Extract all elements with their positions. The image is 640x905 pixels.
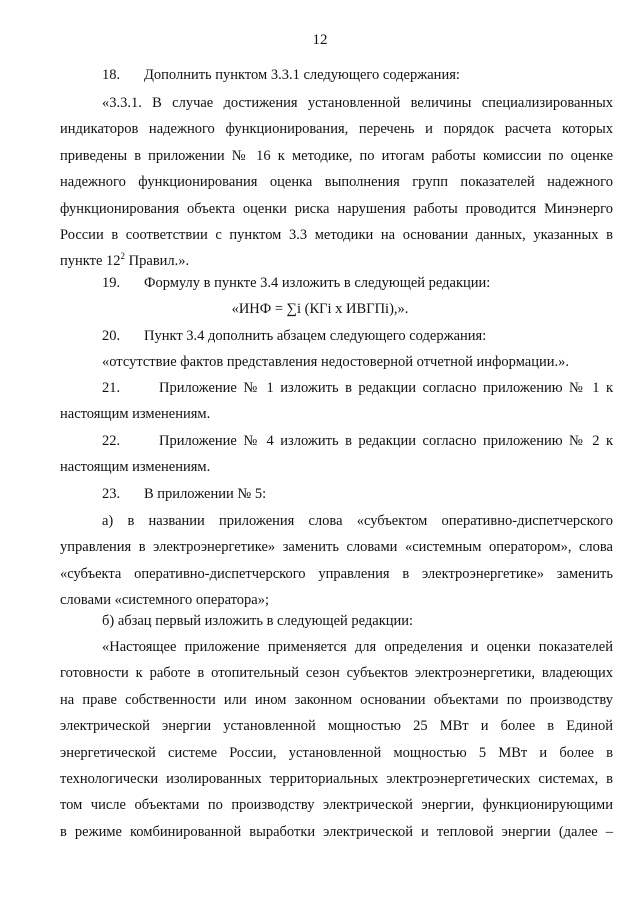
item-number: 19. (102, 275, 121, 291)
paragraph-quote (60, 634, 613, 845)
text-line: настоящим изменениям. (60, 406, 211, 423)
item-text: Дополнить пунктом 3.3.1 следующего содержания: (144, 67, 460, 83)
item-number: 23. (102, 486, 121, 502)
text-line: функционирования объекта оценки риска нарушения работы проводится Минэнерго (60, 200, 613, 217)
paragraph-item-20-quote (60, 349, 613, 375)
text-line: энергетической системе России, установленной мощностью 5 МВт и более в (60, 744, 613, 761)
text-line: в режиме комбинированной выработки электрической и тепловой энергии (далее – (60, 823, 613, 840)
text-line: надежного функционирования оценка выполнения групп показателей надежного (60, 174, 613, 191)
text-line: индикаторов надежного функционирования, перечень и порядок расчета которых (60, 121, 613, 138)
text-line: «Настоящее приложение применяется для определения и оценки показателей (102, 639, 613, 655)
text-line: технологически изолированных территориальных электроэнергетических системах, в (60, 771, 613, 788)
item-number: 18. (102, 67, 121, 83)
text-line: 21. Приложение № 1 изложить в редакции согласно приложению № 1 к (102, 380, 613, 396)
text-line: на праве собственности или ином законном основании объектами по производству (60, 691, 613, 708)
text-line: «субъекта оперативно-диспетчерского управления в электроэнергетике» заменить (60, 565, 613, 582)
text-line: том числе объектами по производству электрической энергии, функционирующими (60, 797, 613, 814)
item-20 (102, 323, 486, 349)
text-line: управления в электроэнергетике» заменить словами «системным оператором», слова (60, 539, 613, 556)
text-line: б) абзац первый изложить в следующей редакции: (102, 613, 414, 629)
text-line: а) в названии приложения слова «субъектом оперативно-диспетчерского (102, 513, 613, 529)
text-line: пункте $12^2$ Правил.». (60, 251, 190, 270)
text-line: «3.3.1. В случае достижения установленной величины специализированных (102, 95, 613, 111)
page-number: 12 (312, 32, 328, 48)
item-text: Формулу в пункте 3.4 изложить в следующей редакции: (144, 275, 491, 291)
text-line: России в соответствии с пунктом 3.3 методики на основании данных, указанных в (60, 227, 613, 244)
item-22 (60, 428, 613, 481)
item-text: Пункт 3.4 дополнить абзацем следующего содержания: (144, 328, 487, 344)
paragraph-3-3-1 (60, 90, 613, 275)
paragraph-a (60, 508, 613, 614)
formula: «ИНФ = ∑i (КГi х ИВГПi),». (231, 301, 409, 317)
item-21 (60, 375, 613, 428)
item-number: 20. (102, 328, 121, 344)
text-line: «отсутствие фактов представления недостоверной отчетной информации.». (102, 354, 569, 370)
item-19 (102, 270, 490, 296)
text-line: электрической энергии установленной мощностью 25 МВт и более в Единой (60, 718, 613, 735)
text-line: 22. Приложение № 4 изложить в редакции согласно приложению № 2 к (102, 433, 613, 449)
item-23 (102, 481, 266, 507)
item-text: В приложении № 5: (144, 486, 267, 502)
superscript: 2 (120, 251, 126, 262)
item-18 (102, 62, 460, 88)
text-line: приведены в приложении № 16 к методике, по итогам работы комиссии по оценке (60, 147, 613, 164)
text-line: готовности к работе в отопительный сезон субъектов электроэнергетики, владеющих (60, 665, 613, 682)
paragraph-b (60, 608, 613, 634)
text-line: словами «системного оператора»; (60, 592, 269, 609)
text-line: настоящим изменениям. (60, 459, 211, 476)
